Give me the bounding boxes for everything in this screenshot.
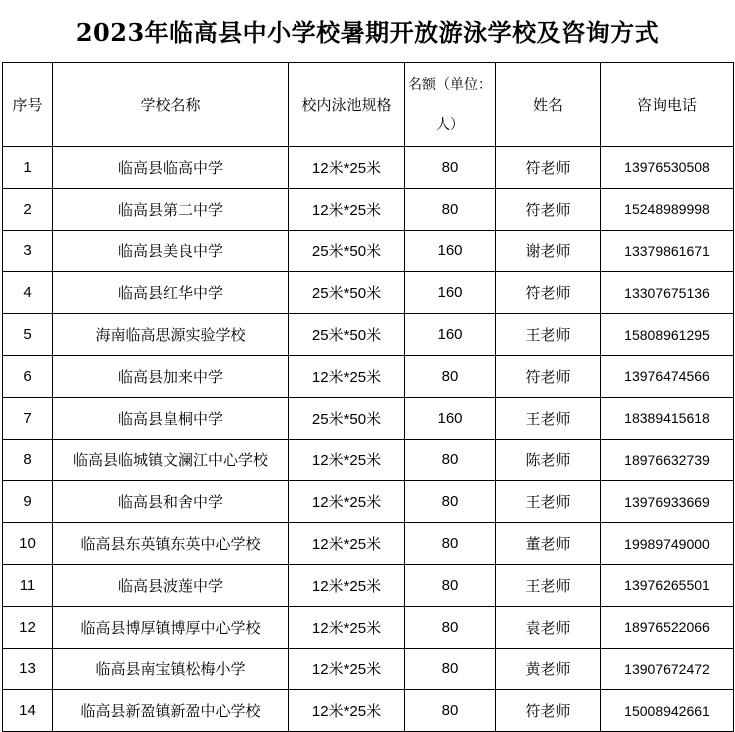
cell-phone: 13307675136 bbox=[601, 272, 734, 314]
cell-quota: 80 bbox=[405, 606, 496, 648]
table-row bbox=[3, 355, 734, 397]
cell-phone: 13379861671 bbox=[601, 230, 734, 272]
cell-school: 海南临高思源实验学校 bbox=[53, 314, 289, 356]
cell-school: 临高县东英镇东英中心学校 bbox=[53, 523, 289, 565]
cell-pool: 12米*25米 bbox=[289, 606, 405, 648]
cell-contact-name: 谢老师 bbox=[496, 230, 601, 272]
cell-school: 临高县新盈镇新盈中心学校 bbox=[53, 690, 289, 732]
cell-phone: 18976632739 bbox=[601, 439, 734, 481]
cell-phone: 18976522066 bbox=[601, 606, 734, 648]
cell-school: 临高县南宝镇松梅小学 bbox=[53, 648, 289, 690]
cell-phone: 19989749000 bbox=[601, 523, 734, 565]
cell-contact-name: 陈老师 bbox=[496, 439, 601, 481]
table-row bbox=[3, 314, 734, 356]
header-school: 学校名称 bbox=[53, 63, 289, 147]
cell-index: 2 bbox=[3, 188, 53, 230]
cell-contact-name: 符老师 bbox=[496, 355, 601, 397]
table-row bbox=[3, 188, 734, 230]
cell-school: 临高县和舍中学 bbox=[53, 481, 289, 523]
cell-index: 14 bbox=[3, 690, 53, 732]
table-row bbox=[3, 564, 734, 606]
cell-quota: 80 bbox=[405, 147, 496, 189]
cell-phone: 13907672472 bbox=[601, 648, 734, 690]
cell-index: 13 bbox=[3, 648, 53, 690]
cell-phone: 13976530508 bbox=[601, 147, 734, 189]
cell-quota: 80 bbox=[405, 564, 496, 606]
cell-phone: 18389415618 bbox=[601, 397, 734, 439]
cell-quota: 80 bbox=[405, 481, 496, 523]
school-table bbox=[2, 62, 734, 732]
cell-index: 11 bbox=[3, 564, 53, 606]
cell-contact-name: 王老师 bbox=[496, 481, 601, 523]
table-row bbox=[3, 523, 734, 565]
cell-pool: 12米*25米 bbox=[289, 523, 405, 565]
cell-school: 临高县临高中学 bbox=[53, 147, 289, 189]
cell-pool: 25米*50米 bbox=[289, 272, 405, 314]
cell-index: 3 bbox=[3, 230, 53, 272]
cell-quota: 80 bbox=[405, 188, 496, 230]
cell-contact-name: 黄老师 bbox=[496, 648, 601, 690]
header-name: 姓名 bbox=[496, 63, 601, 147]
table-row bbox=[3, 648, 734, 690]
cell-contact-name: 符老师 bbox=[496, 272, 601, 314]
cell-pool: 25米*50米 bbox=[289, 314, 405, 356]
table-row bbox=[3, 397, 734, 439]
cell-pool: 12米*25米 bbox=[289, 355, 405, 397]
page-title: 2023年临高县中小学校暑期开放游泳学校及咨询方式 bbox=[75, 18, 660, 47]
table-row bbox=[3, 606, 734, 648]
cell-pool: 12米*25米 bbox=[289, 564, 405, 606]
table-row bbox=[3, 272, 734, 314]
cell-quota: 160 bbox=[405, 230, 496, 272]
cell-contact-name: 王老师 bbox=[496, 397, 601, 439]
cell-pool: 12米*25米 bbox=[289, 481, 405, 523]
cell-index: 9 bbox=[3, 481, 53, 523]
cell-quota: 80 bbox=[405, 355, 496, 397]
cell-quota: 80 bbox=[405, 648, 496, 690]
table-row bbox=[3, 147, 734, 189]
cell-contact-name: 王老师 bbox=[496, 314, 601, 356]
cell-contact-name: 符老师 bbox=[496, 147, 601, 189]
cell-index: 6 bbox=[3, 355, 53, 397]
cell-quota: 160 bbox=[405, 397, 496, 439]
cell-index: 12 bbox=[3, 606, 53, 648]
cell-school: 临高县临城镇文澜江中心学校 bbox=[53, 439, 289, 481]
cell-school: 临高县加来中学 bbox=[53, 355, 289, 397]
cell-phone: 13976265501 bbox=[601, 564, 734, 606]
cell-school: 临高县红华中学 bbox=[53, 272, 289, 314]
table-row bbox=[3, 439, 734, 481]
cell-index: 4 bbox=[3, 272, 53, 314]
cell-school: 临高县皇桐中学 bbox=[53, 397, 289, 439]
header-pool: 校内泳池规格 bbox=[289, 63, 405, 147]
cell-school: 临高县美良中学 bbox=[53, 230, 289, 272]
cell-school: 临高县第二中学 bbox=[53, 188, 289, 230]
cell-phone: 15248989998 bbox=[601, 188, 734, 230]
cell-contact-name: 董老师 bbox=[496, 523, 601, 565]
cell-index: 8 bbox=[3, 439, 53, 481]
cell-phone: 15808961295 bbox=[601, 314, 734, 356]
cell-pool: 12米*25米 bbox=[289, 147, 405, 189]
table-row bbox=[3, 690, 734, 732]
cell-contact-name: 王老师 bbox=[496, 564, 601, 606]
cell-pool: 25米*50米 bbox=[289, 397, 405, 439]
cell-school: 临高县波莲中学 bbox=[53, 564, 289, 606]
table-row bbox=[3, 481, 734, 523]
cell-contact-name: 符老师 bbox=[496, 690, 601, 732]
cell-index: 7 bbox=[3, 397, 53, 439]
cell-index: 1 bbox=[3, 147, 53, 189]
cell-quota: 80 bbox=[405, 523, 496, 565]
cell-pool: 12米*25米 bbox=[289, 188, 405, 230]
cell-phone: 13976474566 bbox=[601, 355, 734, 397]
cell-pool: 12米*25米 bbox=[289, 439, 405, 481]
header-quota: 名额（单位：人） bbox=[405, 63, 496, 147]
cell-phone: 13976933669 bbox=[601, 481, 734, 523]
cell-quota: 80 bbox=[405, 690, 496, 732]
cell-pool: 25米*50米 bbox=[289, 230, 405, 272]
cell-pool: 12米*25米 bbox=[289, 690, 405, 732]
cell-quota: 80 bbox=[405, 439, 496, 481]
cell-pool: 12米*25米 bbox=[289, 648, 405, 690]
cell-index: 10 bbox=[3, 523, 53, 565]
header-index: 序号 bbox=[3, 63, 53, 147]
header-phone: 咨询电话 bbox=[601, 63, 734, 147]
cell-phone: 15008942661 bbox=[601, 690, 734, 732]
cell-quota: 160 bbox=[405, 272, 496, 314]
table-row bbox=[3, 230, 734, 272]
header-row bbox=[3, 63, 734, 147]
cell-index: 5 bbox=[3, 314, 53, 356]
cell-quota: 160 bbox=[405, 314, 496, 356]
cell-contact-name: 符老师 bbox=[496, 188, 601, 230]
cell-contact-name: 袁老师 bbox=[496, 606, 601, 648]
cell-school: 临高县博厚镇博厚中心学校 bbox=[53, 606, 289, 648]
